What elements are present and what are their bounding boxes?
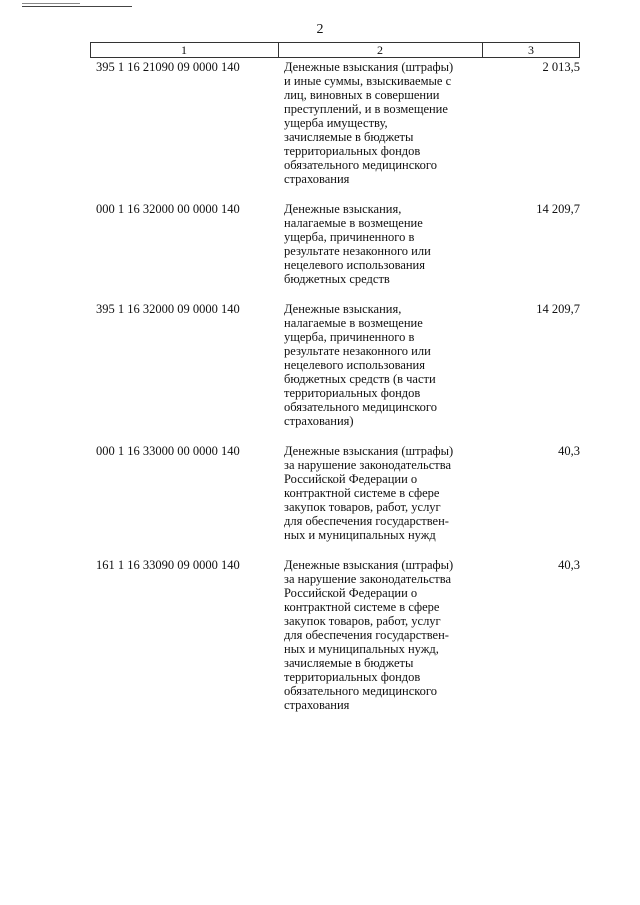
income-name-line: за нарушение законодательства	[284, 458, 451, 472]
income-name-line: ущерба, причиненного в	[284, 230, 415, 244]
income-name-line: бюджетных средств (в части	[284, 372, 436, 386]
amount: 14 209,7	[536, 202, 580, 216]
budget-code: 161 1 16 33090 09 0000 140	[96, 558, 240, 572]
budget-code: 000 1 16 33000 00 0000 140	[96, 444, 240, 458]
top-rule-short	[22, 3, 80, 4]
income-name	[280, 60, 484, 186]
income-name-line: нецелевого использования	[284, 358, 425, 372]
top-rule	[22, 6, 132, 7]
income-name-line: налагаемые в возмещение	[284, 216, 423, 230]
page-number: 2	[316, 22, 324, 37]
budget-code: 000 1 16 32000 00 0000 140	[96, 202, 240, 216]
header-col-1: 1	[181, 43, 187, 57]
income-name-line: для обеспечения государствен-	[284, 514, 449, 528]
income-name-line: преступлений, и в возмещение	[284, 102, 448, 116]
income-name-line: Денежные взыскания (штрафы)	[284, 60, 454, 74]
income-name-line: ущерба, причиненного в	[284, 330, 415, 344]
income-name-line: страхования	[284, 172, 350, 186]
income-name-line: Российской Федерации о	[284, 472, 418, 486]
amount: 2 013,5	[542, 60, 580, 74]
budget-code: 395 1 16 32000 09 0000 140	[96, 302, 240, 316]
income-name-line: территориальных фондов	[284, 670, 421, 684]
table-row	[90, 558, 582, 712]
income-name-line: территориальных фондов	[284, 144, 421, 158]
income-name-line: закупок товаров, работ, услуг	[284, 614, 441, 628]
income-name-line: страхования)	[284, 414, 354, 428]
income-name	[280, 302, 484, 428]
income-name-line: контрактной системе в сфере	[284, 600, 440, 614]
table-header	[90, 42, 580, 58]
table-row	[90, 202, 582, 286]
header-col-2: 2	[377, 43, 383, 57]
income-name-line: контрактной системе в сфере	[284, 486, 440, 500]
income-name-line: закупок товаров, работ, услуг	[284, 500, 441, 514]
income-name-line: нецелевого использования	[284, 258, 425, 272]
income-name-line: Денежные взыскания (штрафы)	[284, 558, 454, 572]
income-name-line: обязательного медицинского	[284, 158, 438, 172]
income-name-line: обязательного медицинского	[284, 684, 438, 698]
budget-code: 395 1 16 21090 09 0000 140	[96, 60, 240, 74]
income-name-line: зачисляемые в бюджеты	[284, 130, 414, 144]
income-name-line: результате незаконного или	[284, 344, 431, 358]
income-name-line: бюджетных средств	[284, 272, 390, 286]
amount: 40,3	[558, 558, 580, 572]
table-body	[90, 60, 582, 728]
income-name	[280, 444, 484, 542]
income-name	[280, 202, 484, 286]
income-name-line: за нарушение законодательства	[284, 572, 451, 586]
header-col-3: 3	[528, 43, 534, 57]
income-name-line: налагаемые в возмещение	[284, 316, 423, 330]
income-name-line: зачисляемые в бюджеты	[284, 656, 414, 670]
income-name-line: территориальных фондов	[284, 386, 421, 400]
income-name-line: ущерба имуществу,	[284, 116, 388, 130]
income-name-line: Денежные взыскания,	[284, 302, 402, 316]
income-name-line: результате незаконного или	[284, 244, 431, 258]
income-name	[280, 558, 484, 712]
income-name-line: страхования	[284, 698, 350, 712]
amount: 40,3	[558, 444, 580, 458]
income-name-line: лиц, виновных в совершении	[284, 88, 440, 102]
income-name-line: Денежные взыскания (штрафы)	[284, 444, 454, 458]
income-name-line: ных и муниципальных нужд,	[284, 642, 439, 656]
table-row	[90, 444, 582, 542]
income-name-line: обязательного медицинского	[284, 400, 438, 414]
income-name-line: ных и муниципальных нужд	[284, 528, 436, 542]
table-row	[90, 60, 582, 186]
amount: 14 209,7	[536, 302, 580, 316]
income-name-line: для обеспечения государствен-	[284, 628, 449, 642]
income-name-line: Денежные взыскания,	[284, 202, 402, 216]
income-name-line: и иные суммы, взыскиваемые с	[284, 74, 452, 88]
income-name-line: Российской Федерации о	[284, 586, 418, 600]
table-row	[90, 302, 582, 428]
